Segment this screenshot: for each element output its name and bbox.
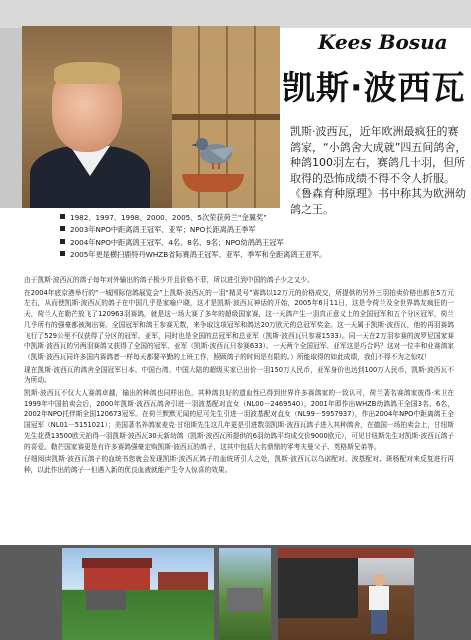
body-text bbox=[24, 275, 454, 478]
left-band bbox=[0, 28, 22, 208]
loft-owner-photo bbox=[278, 548, 414, 640]
list-item: 2003年NPO中距离鸽王冠军、亚军；NPO长距离鸽王季军 bbox=[60, 224, 465, 236]
bullet-icon bbox=[60, 239, 65, 244]
top-band bbox=[0, 0, 471, 28]
bullet-icon bbox=[60, 214, 65, 219]
name-english: Kees Bosua bbox=[318, 30, 448, 54]
name-chinese: 凯斯·波西瓦 bbox=[282, 68, 466, 107]
paragraph: 凯斯·波西瓦不仅大人赛鸽卓越，输出的种鸽也同样出色，其种鸽良好的遗血性已得到世界许多赛鸽家的一致认可，荷兰著名赛鸽家彼得·米卫在1999年中国拍卖会后，2000年凯斯·波西瓦鸽舍引进一羽波基配对直女（NL00－2469540），2001年即作出WHZB幼鸽鸽王全国3名、6名，2002年NPO托伴斯全国120673冠军。在荷兰默默无闻的尼可先生引进一羽波基配对直女（NL99－5957937），作出2004年NPO中距离鸽王全国冠军（NL01－5151021）；美国著名养鸽家麦克·甘纽斯先生这几年更是引进数羽凯斯·波西瓦鸽子进入其种鸽舍，在德国一场拍卖会上，甘纽斯先生花费13500欧元拍得一羽凯斯·波西瓦30天新幼鸽（凯斯·波西瓦所提供的6羽幼鸽平均成交价9000欧元），可见甘纽斯先生对凯斯·波西瓦鸽子的喜爱。勒芒国家赛更是有许多赛鸽强豪定购凯斯·波西瓦的鸽子，这其中包括大名鼎鼎的零考夫曼父子、英格斯兄弟等。 bbox=[24, 389, 454, 451]
paragraph: 由于凯斯·波西瓦的鸽子每年对外输出的鸽子极少并且价格不菲，所以进引到中国的鸽子少之又少。 bbox=[24, 276, 314, 284]
pigeon-icon bbox=[190, 130, 238, 170]
list-item: 2005年更是横扫鹿特丹WHZB省际赛鸽王冠军、亚军、季军和全距离鸽王亚军。 bbox=[60, 249, 465, 261]
loft-garden-photo bbox=[62, 548, 214, 640]
achievements-list bbox=[60, 212, 465, 261]
bullet-icon bbox=[60, 226, 65, 231]
intro-paragraph: 凯斯·波西瓦，近年欧洲最疯狂的赛鸽家，“小鸽舍大成就”四五间鸽舍，种鸽100羽左右，赛鸽几十羽，但所取得的恐怖成绩不得不令人折服。《鲁森育种原理》书中称其为欧洲幼鸽之王。 bbox=[290, 125, 467, 216]
garden-trees-photo bbox=[219, 548, 271, 640]
list-item: 2004年NPO中距离鸽王冠军、4名、8名、9名；NPO幼鸽鸽王冠军 bbox=[60, 237, 465, 249]
feeding-bowl bbox=[182, 174, 244, 192]
portrait-photo bbox=[22, 26, 280, 208]
paragraph: 仔细阅读凯斯·波西瓦鸽子的血统书您就会发现凯斯·波西瓦鸽子的血统所引人之处，凯斯·波西瓦以乌诺配对、波基配对、斑杨配对来反复进行再种，以此作出的鸽子一但遇入新的优良血液就能产生令人惊喜的效果。 bbox=[24, 455, 454, 474]
paragraph: 在2004年底京港举行的“一城围际信鸽展览会”上凯斯·波西瓦的一羽“精灵号”赛鸽以12万元的价格成交，所提供的另外三羽拍卖价格也都在5万元左右，从而使凯斯·波西瓦的鸽子在中国几乎是家喻户晓，这才是凯斯·波西瓦神话的开始，2005年6月11日，这是令荷兰及全世界鸽友疯狂的一天，荷兰人在勒芒放飞了120963羽赛鸽，就是这一场大赛了多年的超级国家赛，这一天鸽产生一羽真正意义上的全国冠军和五个分区冠军，荷兰几乎所有的强豪都被淘出赛。全国冠军和鸽王参赛无数，来争取这项冠军和鸽达20万欧元的总冠军奖金。这一天属于凯斯·波西瓦，他的再羽赛鸽飞行了529公里不仅获得了分区的冠军、亚军，同时也是全国的总冠军和总亚军（凯斯·波西瓦只参赛1533）。同一天在2万羽参赛的波罗尼国家赛中凯斯·波西瓦的另两羽赛鸽又获得了全国的冠军、亚军（凯斯·波西瓦只参赛633）。一天两个全国冠军、亚军这是巧合吗？这对一位丰和业赛鸽家（凯斯·波西瓦同许多国内赛鸽者一样每天都要辛勤的上班工作，照顾鸽子的时间是有限的。）所能取得的如此成绩，我们不得不为之惊叹！ bbox=[24, 288, 454, 361]
paragraph: 现在凯斯·波西瓦的鸽舍全国冠军日本、中国台湾、中国大陆的超级买家已出价一羽150万人民币，亚军身价也达到100万人民币，凯斯·波西瓦不为所动。 bbox=[24, 365, 454, 385]
person-figure bbox=[368, 574, 390, 634]
list-item: 1982、1997、1998、2000、2005、5次荣获荷兰“金翼奖” bbox=[60, 212, 465, 224]
bullet-icon bbox=[60, 251, 65, 256]
